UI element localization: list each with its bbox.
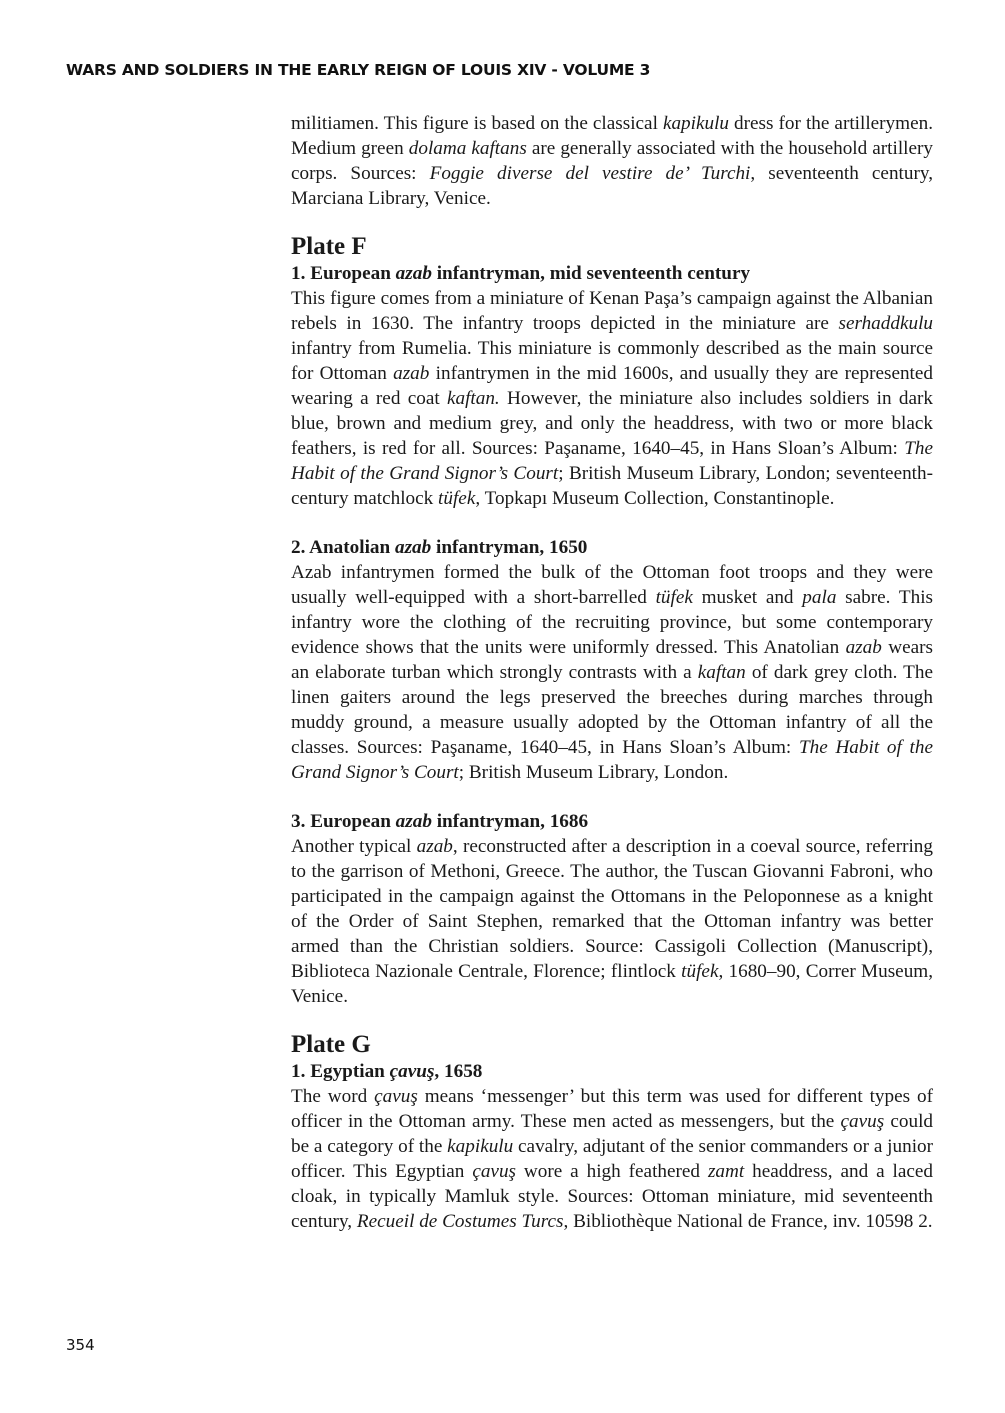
italic-term: tüfek: [681, 961, 719, 982]
text-run: , Topkapı Museum Collection, Constantinople.: [475, 488, 835, 509]
italic-term: kaftan.: [446, 388, 500, 409]
italic-term: Foggie diverse del vestire de’ Turchi: [429, 163, 751, 184]
text-run: musket and: [692, 587, 803, 608]
text-run: infantryman, 1650: [431, 537, 588, 558]
plate-f-entry-2-heading: [291, 535, 933, 560]
italic-term: çavuş: [389, 1061, 435, 1082]
text-run: sabre. This infantry wore the clothing of the recruiting province, but some contemporary evidence shows that the units were uniformly dressed. This Anatolian: [291, 587, 933, 658]
text-run: The word: [291, 1086, 375, 1107]
italic-term: çavuş: [472, 1161, 516, 1182]
italic-term: kapikulu: [447, 1136, 514, 1157]
italic-term: azab: [395, 811, 432, 832]
text-run: However, the miniature also includes soldiers in dark blue, brown and medium grey, and only the headdress, with two or more black feathers, is red for all. Sources: Paşaname, 1640–45, in Hans Sloan’s Album:: [291, 388, 933, 459]
italic-term: azab: [395, 263, 432, 284]
italic-term: çavuş: [374, 1086, 418, 1107]
text-run: 2. Anatolian: [291, 537, 395, 558]
plate-f-entry-2-body: [291, 560, 933, 785]
italic-term: kaftan: [697, 662, 746, 683]
text-run: infantry from Rumelia. This miniature is commonly described as the main source for Ottoman: [291, 338, 933, 384]
italic-term: Recueil de Costumes Turcs: [356, 1211, 564, 1232]
text-run: 1. European: [291, 263, 396, 284]
italic-term: azab: [393, 363, 430, 384]
text-run: , 1658: [434, 1061, 483, 1082]
italic-term: tüfek: [438, 488, 476, 509]
text-run: headdress, and a laced cloak, in typically Mamluk style. Sources: Ottoman miniature, mid seventeenth century,: [291, 1161, 933, 1232]
italic-term: azab: [394, 537, 432, 558]
text-run: , reconstructed after a description in a coeval source, referring to the garrison of Methoni, Greece. The author, the Tuscan Giovanni Fabroni, who participated in the campaign against the Ottomans in the Peloponnese as a knight of the Order of Saint Stephen, remarked that the Ottoman infantry was better armed than the Christian soldiers. Source: Cassigoli Collection (Manuscript), Biblioteca Nazionale Centrale, Florence; flintlock: [291, 836, 933, 982]
text-run: , seventeenth century, Marciana Library, Venice.: [291, 163, 933, 209]
text-run: , 1680–90, Correr Museum, Venice.: [291, 961, 934, 1007]
text-run: wore a high feathered: [516, 1161, 708, 1182]
main-text-column: [291, 111, 933, 1234]
text-run: ; British Museum Library, London.: [458, 762, 729, 783]
running-head: WARS AND SOLDIERS IN THE EARLY REIGN OF LOUIS XIV - VOLUME 3: [66, 61, 651, 79]
page-number: 354: [66, 1336, 95, 1354]
plate-f-entry-3-heading: [291, 809, 933, 834]
text-run: Azab infantrymen formed the bulk of the Ottoman foot troops and they were usually well-equipped with a short-barrelled: [291, 562, 933, 608]
text-run: could be a category of the: [291, 1111, 933, 1157]
italic-term: azab: [845, 637, 882, 658]
text-run: means ‘messenger’ but this term was used for different types of officer in the Ottoman army. These men acted as messengers, but the: [291, 1086, 934, 1132]
italic-term: kapikulu: [662, 113, 730, 134]
italic-term: tüfek: [655, 587, 693, 608]
text-run: This figure comes from a miniature of Kenan Paşa’s campaign against the Albanian rebels in 1630. The infantry troops depicted in the miniature are: [291, 288, 933, 334]
plate-f-entry-3-body: [291, 834, 933, 1009]
intro-paragraph: [291, 111, 933, 211]
text-run: of dark grey cloth. The linen gaiters around the legs preserved the breeches during marches through muddy ground, a measure usually adopted by the Ottoman infantry of all the classes. Sources: Paşaname, 1640–45, in Hans Sloan’s Album:: [291, 662, 933, 758]
text-run: militiamen. This figure is based on the classical: [291, 113, 663, 134]
italic-term: The Habit of the Grand Signor’s Court: [291, 438, 933, 484]
text-run: 1. Egyptian: [291, 1061, 390, 1082]
text-run: dress for the artillerymen. Medium green: [291, 113, 933, 159]
text-run: 3. European: [291, 811, 396, 832]
italic-term: azab: [416, 836, 453, 857]
italic-term: çavuş: [840, 1111, 885, 1132]
italic-term: dolama kaftans: [408, 138, 527, 159]
italic-term: zamt: [707, 1161, 745, 1182]
plate-f-entry-1-heading: [291, 261, 933, 286]
text-run: Another typical: [291, 836, 417, 857]
text-run: are generally associated with the household artillery corps. Sources:: [291, 138, 933, 184]
text-run: , Bibliothèque National de France, inv. 10598 2.: [563, 1211, 933, 1232]
italic-term: The Habit of the Grand Signor’s Court: [291, 737, 933, 783]
italic-term: pala: [802, 587, 837, 608]
text-run: infantrymen in the mid 1600s, and usually they are represented wearing a red coat: [291, 363, 933, 409]
italic-term: serhaddkulu: [838, 313, 933, 334]
plate-g-title: Plate G: [291, 1031, 371, 1058]
plate-f-entry-1-body: [291, 286, 933, 511]
text-run: infantryman, mid seventeenth century: [431, 263, 751, 284]
plate-g-entry-1-heading: [291, 1059, 933, 1084]
plate-f-title: Plate F: [291, 233, 367, 260]
plate-g-entry-1-body: [291, 1084, 933, 1234]
text-run: ; British Museum Library, London; seventeenth-century matchlock: [291, 463, 933, 509]
text-run: wears an elaborate turban which strongly contrasts with a: [291, 637, 933, 683]
text-run: cavalry, adjutant of the senior commanders or a junior officer. This Egyptian: [291, 1136, 934, 1182]
text-run: infantryman, 1686: [431, 811, 589, 832]
